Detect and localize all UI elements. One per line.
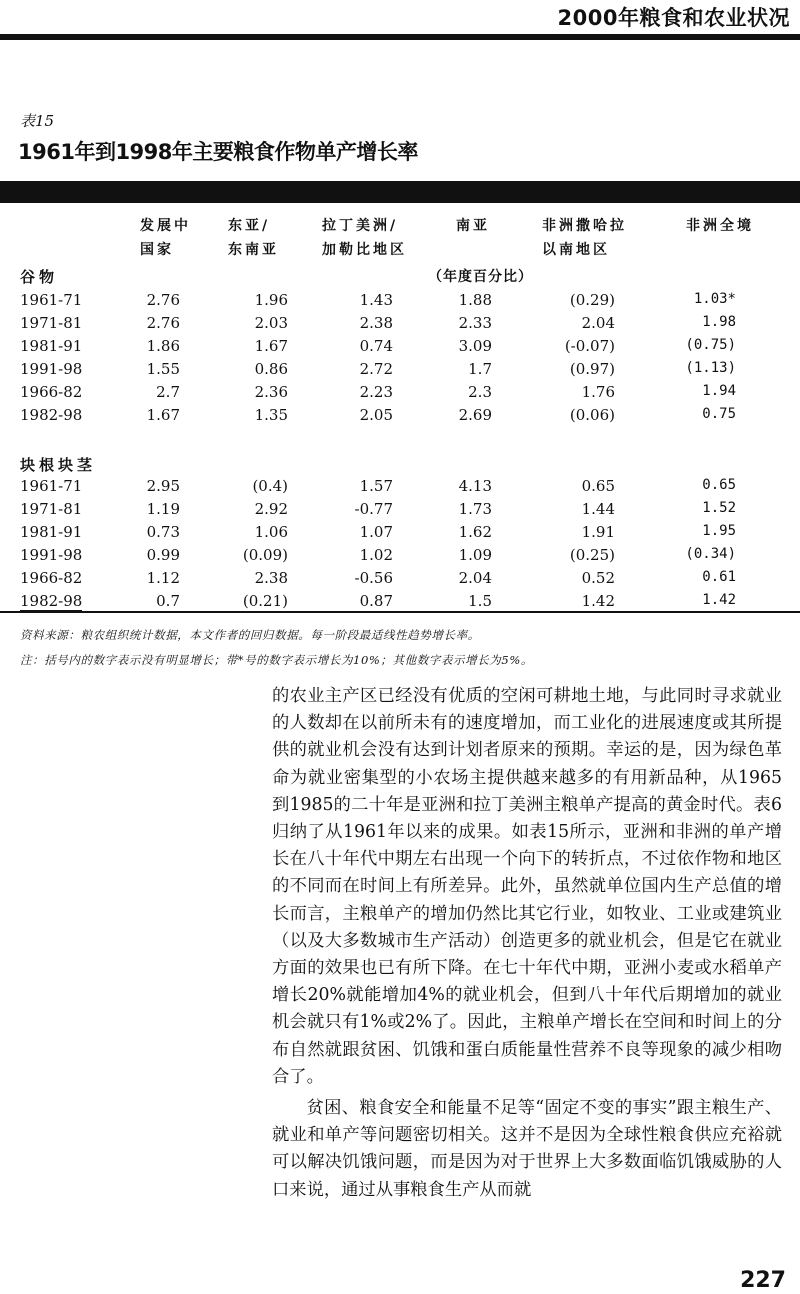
period-cell: 1982-98 (20, 406, 83, 424)
table-row (0, 291, 800, 313)
value-cell: (0.4) (252, 477, 288, 495)
source-note: 资料来源：粮农组织统计数据，本文作者的回归数据。每一阶段最适线性趋势增长率。 (20, 628, 480, 642)
value-cell: (0.06) (569, 406, 615, 424)
value-cell: 0.74 (359, 337, 393, 355)
value-cell: 3.09 (458, 337, 492, 355)
body-text (272, 683, 782, 1204)
value-cell: 1.76 (581, 383, 615, 401)
column-header-all-africa: 非洲全境 (686, 218, 754, 234)
value-cell: 2.23 (359, 383, 393, 401)
column-header-south-asia: 南亚 (456, 218, 490, 234)
value-cell: (0.34) (685, 546, 736, 562)
period-cell: 1961-71 (20, 477, 83, 495)
value-cell: 1.95 (702, 523, 736, 539)
table-row (0, 337, 800, 359)
table-row (0, 569, 800, 591)
value-cell: 1.12 (146, 569, 180, 587)
table-label: 表15 (20, 112, 55, 130)
value-cell: 1.52 (702, 500, 736, 516)
value-cell: 2.3 (468, 383, 492, 401)
footnote: 注：括号内的数字表示没有明显增长；带*号的数字表示增长为10%；其他数字表示增长为5%。 (20, 653, 533, 667)
column-header-developing: 发展中 国家 (140, 218, 191, 258)
value-cell: 2.04 (581, 314, 615, 332)
table-row (0, 477, 800, 499)
value-cell: 1.02 (359, 546, 393, 564)
value-cell: 0.52 (581, 569, 615, 587)
value-cell: 1.07 (359, 523, 393, 541)
section-label-cereals: 谷物 (20, 268, 59, 286)
value-cell: 1.43 (359, 291, 393, 309)
column-header-latin-america: 拉丁美洲/ 加勒比地区 (322, 218, 407, 258)
value-cell: (0.97) (569, 360, 615, 378)
value-cell: 2.03 (254, 314, 288, 332)
table-title: 1961年到1998年主要粮食作物单产增长率 (18, 140, 418, 164)
value-cell: 1.09 (458, 546, 492, 564)
value-cell: 0.87 (359, 592, 393, 610)
value-cell: (-0.07) (564, 337, 615, 355)
value-cell: 2.72 (359, 360, 393, 378)
value-cell: 2.33 (458, 314, 492, 332)
value-cell: 1.67 (146, 406, 180, 424)
value-cell: 1.19 (146, 500, 180, 518)
value-cell: 0.7 (156, 592, 180, 610)
value-cell: (0.25) (569, 546, 615, 564)
value-cell: -0.56 (354, 569, 393, 587)
value-cell: 2.76 (146, 291, 180, 309)
value-cell: 0.99 (146, 546, 180, 564)
value-cell: 1.91 (581, 523, 615, 541)
value-cell: 1.62 (458, 523, 492, 541)
column-header-sub-saharan-africa: 非洲撒哈拉 以南地区 (542, 218, 627, 258)
value-cell: 2.7 (156, 383, 180, 401)
value-cell: (0.29) (569, 291, 615, 309)
value-cell: (0.75) (685, 337, 736, 353)
period-cell: 1981-91 (20, 523, 83, 541)
period-cell: 1966-82 (20, 569, 83, 587)
value-cell: 1.5 (468, 592, 492, 610)
value-cell: 2.95 (146, 477, 180, 495)
value-cell: 4.13 (458, 477, 492, 495)
value-cell: 1.06 (254, 523, 288, 541)
value-cell: 1.67 (254, 337, 288, 355)
value-cell: 1.73 (458, 500, 492, 518)
value-cell: 1.96 (254, 291, 288, 309)
period-cell: 1971-81 (20, 314, 83, 332)
value-cell: 2.05 (359, 406, 393, 424)
value-cell: (1.13) (685, 360, 736, 376)
period-cell: 1966-82 (20, 383, 83, 401)
value-cell: 1.03* (693, 291, 736, 307)
period-cell: 1981-91 (20, 337, 83, 355)
value-cell: -0.77 (354, 500, 393, 518)
period-cell: 1991-98 (20, 360, 83, 378)
table-row (0, 500, 800, 522)
value-cell: (0.09) (242, 546, 288, 564)
value-cell: 1.55 (146, 360, 180, 378)
value-cell: 2.38 (254, 569, 288, 587)
value-cell: (0.21) (242, 592, 288, 610)
table-bottom-rule (0, 611, 800, 613)
header-rule (0, 34, 800, 40)
value-cell: 1.86 (146, 337, 180, 355)
table-row (0, 546, 800, 568)
value-cell: 1.57 (359, 477, 393, 495)
value-cell: 1.42 (581, 592, 615, 610)
value-cell: 0.61 (702, 569, 736, 585)
value-cell: 2.38 (359, 314, 393, 332)
table-row (0, 523, 800, 545)
body-paragraph: 贫困、粮食安全和能量不足等“固定不变的事实”跟主粮生产、就业和单产等问题密切相关。这并不是因为全球性粮食供应充裕就可以解决饥饿问题，而是因为对于世界上大多数面临饥饿威胁的人口来说，通过从事粮食生产从而就 (272, 1098, 782, 1200)
table-row (0, 406, 800, 428)
value-cell: 1.35 (254, 406, 288, 424)
value-cell: 0.65 (702, 477, 736, 493)
value-cell: 1.7 (468, 360, 492, 378)
table-header-band (0, 181, 800, 203)
value-cell: 1.98 (702, 314, 736, 330)
table-row (0, 360, 800, 382)
body-paragraph: 的农业主产区已经没有优质的空闲可耕地土地，与此同时寻求就业的人数却在以前所未有的速度增加，而工业化的进展速度或其所提供的就业机会没有达到计划者原来的预期。幸运的是，因为绿色革命为就业密集型的小农场主提供越来越多的有用新品种，从1965到1985的二十年是亚洲和拉丁美洲主粮单产提高的黄金时代。表6归纳了从1961年以来的成果。如表15所示，亚洲和非洲的单产增长在八十年代中期左右出现一个向下的转折点，不过依作物和地区的不同而在时间上有所差异。此外，虽然就单位国内生产总值的增长而言，主粮单产的增加仍然比其它行业，如牧业、工业或建筑业（以及大多数城市生产活动）创造更多的就业机会，但是它在就业方面的效果也已有所下降。在七十年代中期，亚洲小麦或水稻单产增长20%就能增加4%的就业机会，但到八十年代后期增加的就业机会就只有1%或2%了。因此，主粮单产增长在空间和时间上的分布自然就跟贫困、饥饿和蛋白质能量性营养不良等现象的减少相吻合了。 (272, 686, 782, 1087)
period-cell: 1971-81 (20, 500, 83, 518)
value-cell: 0.65 (581, 477, 615, 495)
value-cell: 1.94 (702, 383, 736, 399)
period-cell: 1991-98 (20, 546, 83, 564)
page-number: 227 (740, 1268, 786, 1293)
value-cell: 2.04 (458, 569, 492, 587)
unit-note: （年度百分比） (428, 269, 533, 285)
value-cell: 2.69 (458, 406, 492, 424)
value-cell: 1.44 (581, 500, 615, 518)
table-row (0, 383, 800, 405)
value-cell: 2.76 (146, 314, 180, 332)
value-cell: 0.86 (254, 360, 288, 378)
section-label-roots-tubers: 块根块茎 (20, 456, 97, 474)
period-cell: 1961-71 (20, 291, 83, 309)
column-header-east-asia: 东亚/ 东南亚 (228, 218, 279, 258)
value-cell: 0.73 (146, 523, 180, 541)
value-cell: 1.42 (702, 592, 736, 608)
period-cell: 1982-98 (20, 592, 83, 610)
value-cell: 2.36 (254, 383, 288, 401)
value-cell: 0.75 (702, 406, 736, 422)
value-cell: 1.88 (458, 291, 492, 309)
table-row (0, 314, 800, 336)
running-header: 2000年粮食和农业状况 (557, 6, 790, 30)
value-cell: 2.92 (254, 500, 288, 518)
